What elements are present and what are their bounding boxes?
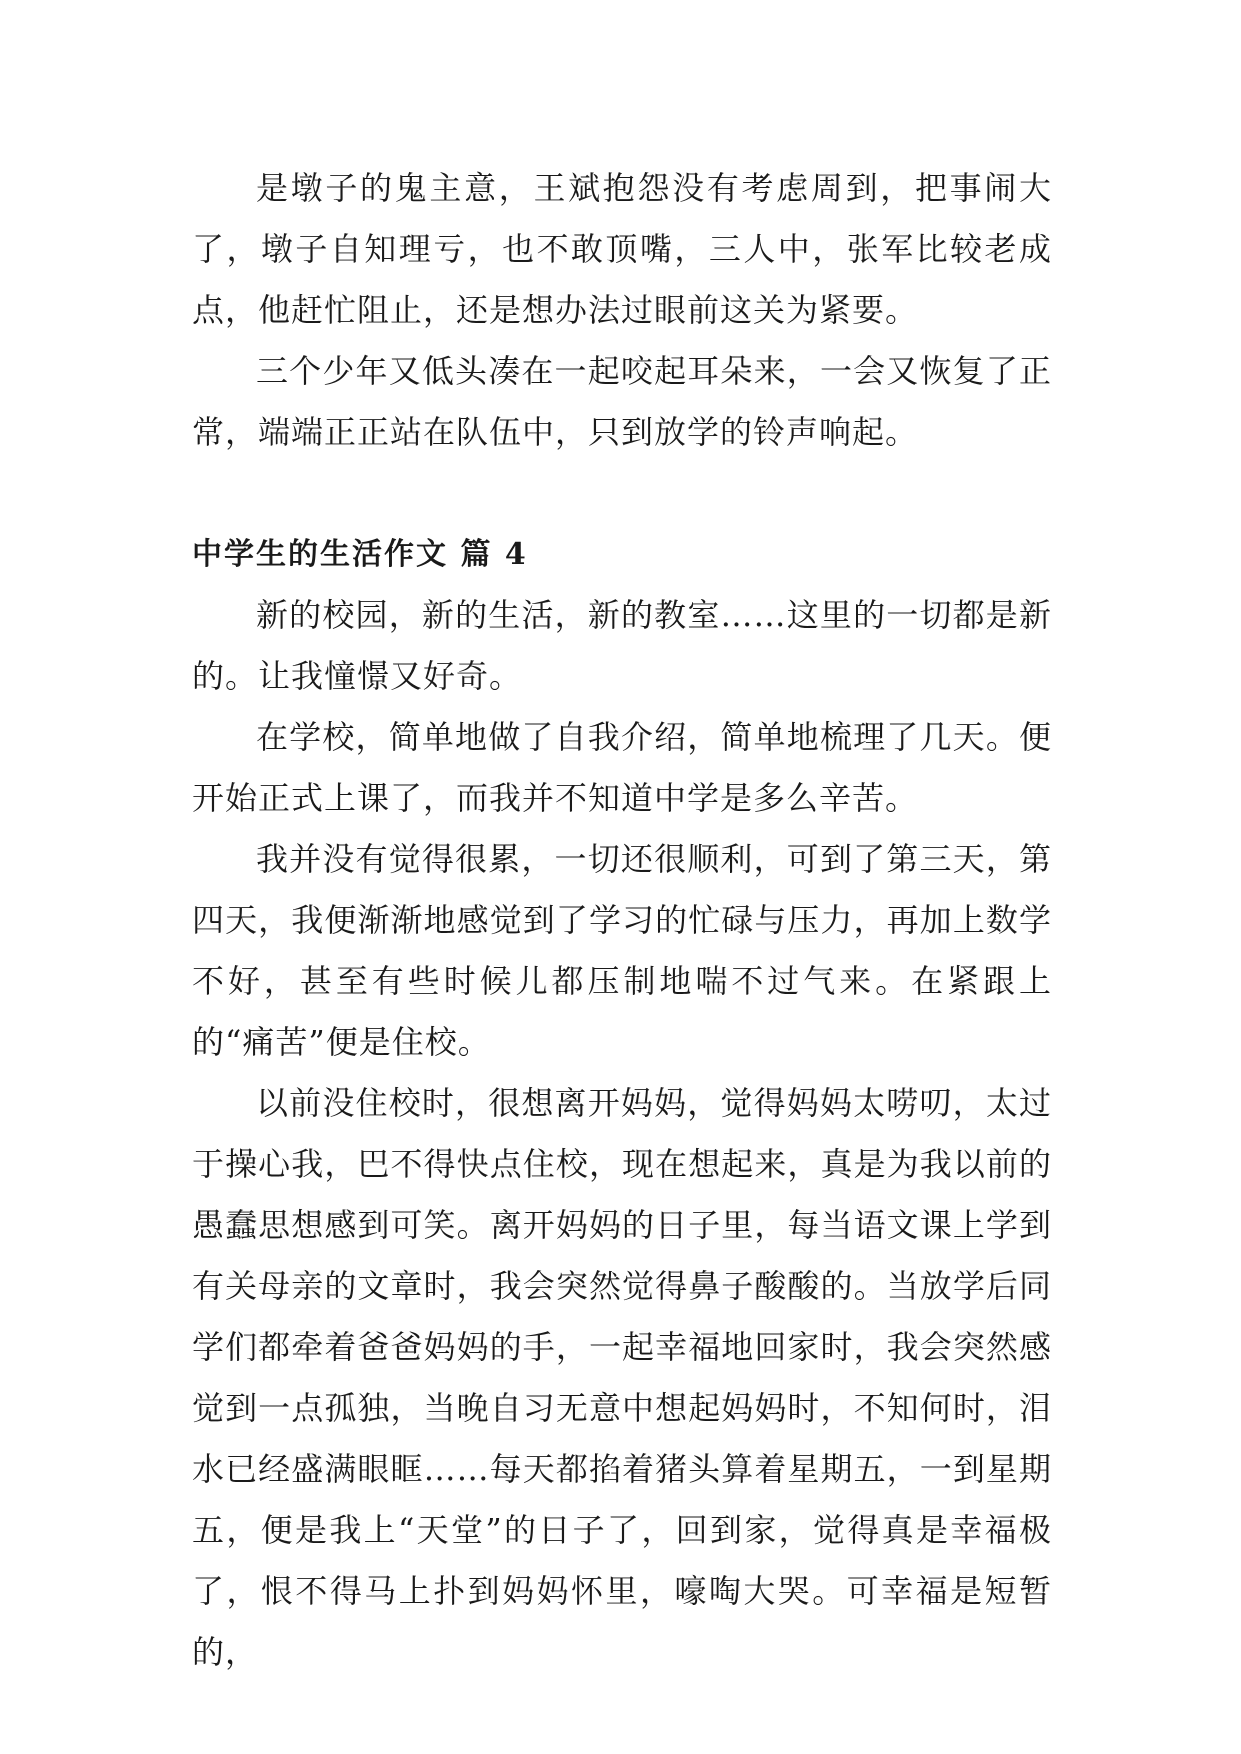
document-page bbox=[192, 158, 1052, 1683]
paragraph-1: 新的校园，新的生活，新的教室……这里的一切都是新的。让我憧憬又好奇。 bbox=[192, 596, 1052, 695]
paragraph-continuation-2: 三个少年又低头凑在一起咬起耳朵来，一会又恢复了正常，端端正正站在队伍中，只到放学的铃声响起。 bbox=[192, 352, 1052, 451]
section-heading: 中学生的生活作文 篇 4 bbox=[192, 537, 528, 572]
section-spacer bbox=[192, 463, 1052, 524]
paragraph-3: 我并没有觉得很累，一切还很顺利，可到了第三天，第四天，我便渐渐地感觉到了学习的忙碌与压力，再加上数学不好，甚至有些时候儿都压制地喘不过气来。在紧跟上的“痛苦”便是住校。 bbox=[192, 840, 1052, 1061]
paragraph-continuation-1: 是墩子的鬼主意，王斌抱怨没有考虑周到，把事闹大了，墩子自知理亏，也不敢顶嘴，三人中，张军比较老成点，他赶忙阻止，还是想办法过眼前这关为紧要。 bbox=[192, 169, 1052, 329]
paragraph-2: 在学校，简单地做了自我介绍，简单地梳理了几天。便开始正式上课了，而我并不知道中学是多么辛苦。 bbox=[192, 718, 1052, 817]
paragraph-4: 以前没住校时，很想离开妈妈，觉得妈妈太唠叨，太过于操心我，巴不得快点住校，现在想起来，真是为我以前的愚蠢思想感到可笑。离开妈妈的日子里，每当语文课上学到有关母亲的文章时，我会突然觉得鼻子酸酸的。当放学后同学们都牵着爸爸妈妈的手，一起幸福地回家时，我会突然感觉到一点孤独，当晚自习无意中想起妈妈时，不知何时，泪水已经盛满眼眶……每天都掐着猪头算着星期五，一到星期五，便是我上“天堂”的日子了，回到家，觉得真是幸福极了，恨不得马上扑到妈妈怀里，嚎啕大哭。可幸福是短暂的， bbox=[192, 1084, 1052, 1671]
